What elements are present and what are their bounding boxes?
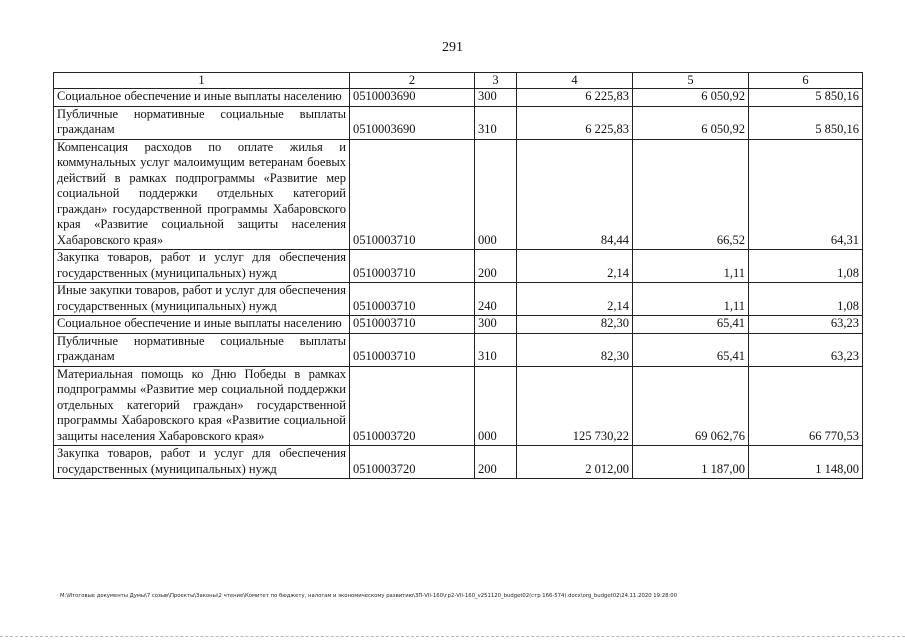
row-code: 0510003710 [350,316,475,334]
row-value-2022: 66,52 [633,139,749,250]
row-code: 0510003710 [350,250,475,283]
row-value-2023: 66 770,53 [749,366,863,446]
row-code: 0510003720 [350,446,475,479]
row-name: Закупка товаров, работ и услуг для обеспечения государственных (муниципальных) нужд [54,250,350,283]
row-type: 200 [475,250,517,283]
header-col-code: 2 [350,73,475,89]
row-code: 0510003710 [350,139,475,250]
row-value-2022: 1,11 [633,283,749,316]
row-value-2021: 2,14 [517,283,633,316]
row-value-2022: 6 050,92 [633,89,749,107]
row-type: 300 [475,316,517,334]
page-number: 291 [442,40,463,55]
row-value-2021: 6 225,83 [517,106,633,139]
row-type: 310 [475,106,517,139]
row-value-2023: 64,31 [749,139,863,250]
page-bottom-divider [0,636,905,638]
table-row [54,283,863,316]
row-name: Публичные нормативные социальные выплаты гражданам [54,333,350,366]
row-value-2021: 84,44 [517,139,633,250]
row-value-2023: 1,08 [749,283,863,316]
row-value-2022: 65,41 [633,316,749,334]
row-name: Публичные нормативные социальные выплаты гражданам [54,106,350,139]
budget-table [53,72,863,479]
row-value-2022: 69 062,76 [633,366,749,446]
row-value-2021: 2 012,00 [517,446,633,479]
row-code: 0510003690 [350,89,475,107]
table-row [54,446,863,479]
table-row [54,89,863,107]
row-value-2021: 82,30 [517,333,633,366]
row-value-2021: 6 225,83 [517,89,633,107]
row-type: 000 [475,366,517,446]
header-col-type: 3 [475,73,517,89]
header-col-name: 1 [54,73,350,89]
row-type: 310 [475,333,517,366]
table-row [54,139,863,250]
row-code: 0510003690 [350,106,475,139]
row-value-2023: 63,23 [749,316,863,334]
row-name: Материальная помощь ко Дню Победы в рамках подпрограммы «Развитие мер социальной поддержки отдельных категорий граждан» государственной программы Хабаровского края «Развитие социальной защиты населения Хабаровского края» [54,366,350,446]
row-name: Закупка товаров, работ и услуг для обеспечения государственных (муниципальных) нужд [54,446,350,479]
row-value-2022: 1,11 [633,250,749,283]
row-name: Иные закупки товаров, работ и услуг для обеспечения государственных (муниципальных) нужд [54,283,350,316]
row-value-2023: 5 850,16 [749,106,863,139]
row-type: 240 [475,283,517,316]
row-name: Социальное обеспечение и иные выплаты населению [54,89,350,107]
row-type: 300 [475,89,517,107]
header-col-2022: 5 [633,73,749,89]
row-value-2021: 82,30 [517,316,633,334]
header-row [54,73,863,89]
table-row [54,316,863,334]
row-type: 200 [475,446,517,479]
row-value-2023: 5 850,16 [749,89,863,107]
row-value-2022: 1 187,00 [633,446,749,479]
row-code: 0510003720 [350,366,475,446]
row-name: Социальное обеспечение и иные выплаты населению [54,316,350,334]
row-value-2021: 2,14 [517,250,633,283]
row-code: 0510003710 [350,333,475,366]
row-name: Компенсация расходов по оплате жилья и коммунальных услуг малоимущим ветеранам боевых действий в рамках подпрограммы «Развитие мер социальной поддержки отдельных категорий граждан» государственной программы Хабаровского края «Развитие социальной защиты населения Хабаровского края» [54,139,350,250]
row-value-2022: 65,41 [633,333,749,366]
row-value-2022: 6 050,92 [633,106,749,139]
table-row [54,366,863,446]
row-value-2023: 1 148,00 [749,446,863,479]
table-row [54,250,863,283]
row-value-2023: 63,23 [749,333,863,366]
header-col-2021: 4 [517,73,633,89]
footer-file-path: M:\Итоговые документы Думы\7 созыв\Проекты\Законы\2 чтение\Комитет по бюджету, налогам и экономическому развитию\ЗП-VII-160\гр2-VII-160_v251120_budget02(стр 166-574).docx\org_budget02\24.11.2020 19:28:00 [60,593,678,599]
row-code: 0510003710 [350,283,475,316]
row-value-2023: 1,08 [749,250,863,283]
row-value-2021: 125 730,22 [517,366,633,446]
table-row [54,106,863,139]
table-row [54,333,863,366]
header-col-2023: 6 [749,73,863,89]
row-type: 000 [475,139,517,250]
